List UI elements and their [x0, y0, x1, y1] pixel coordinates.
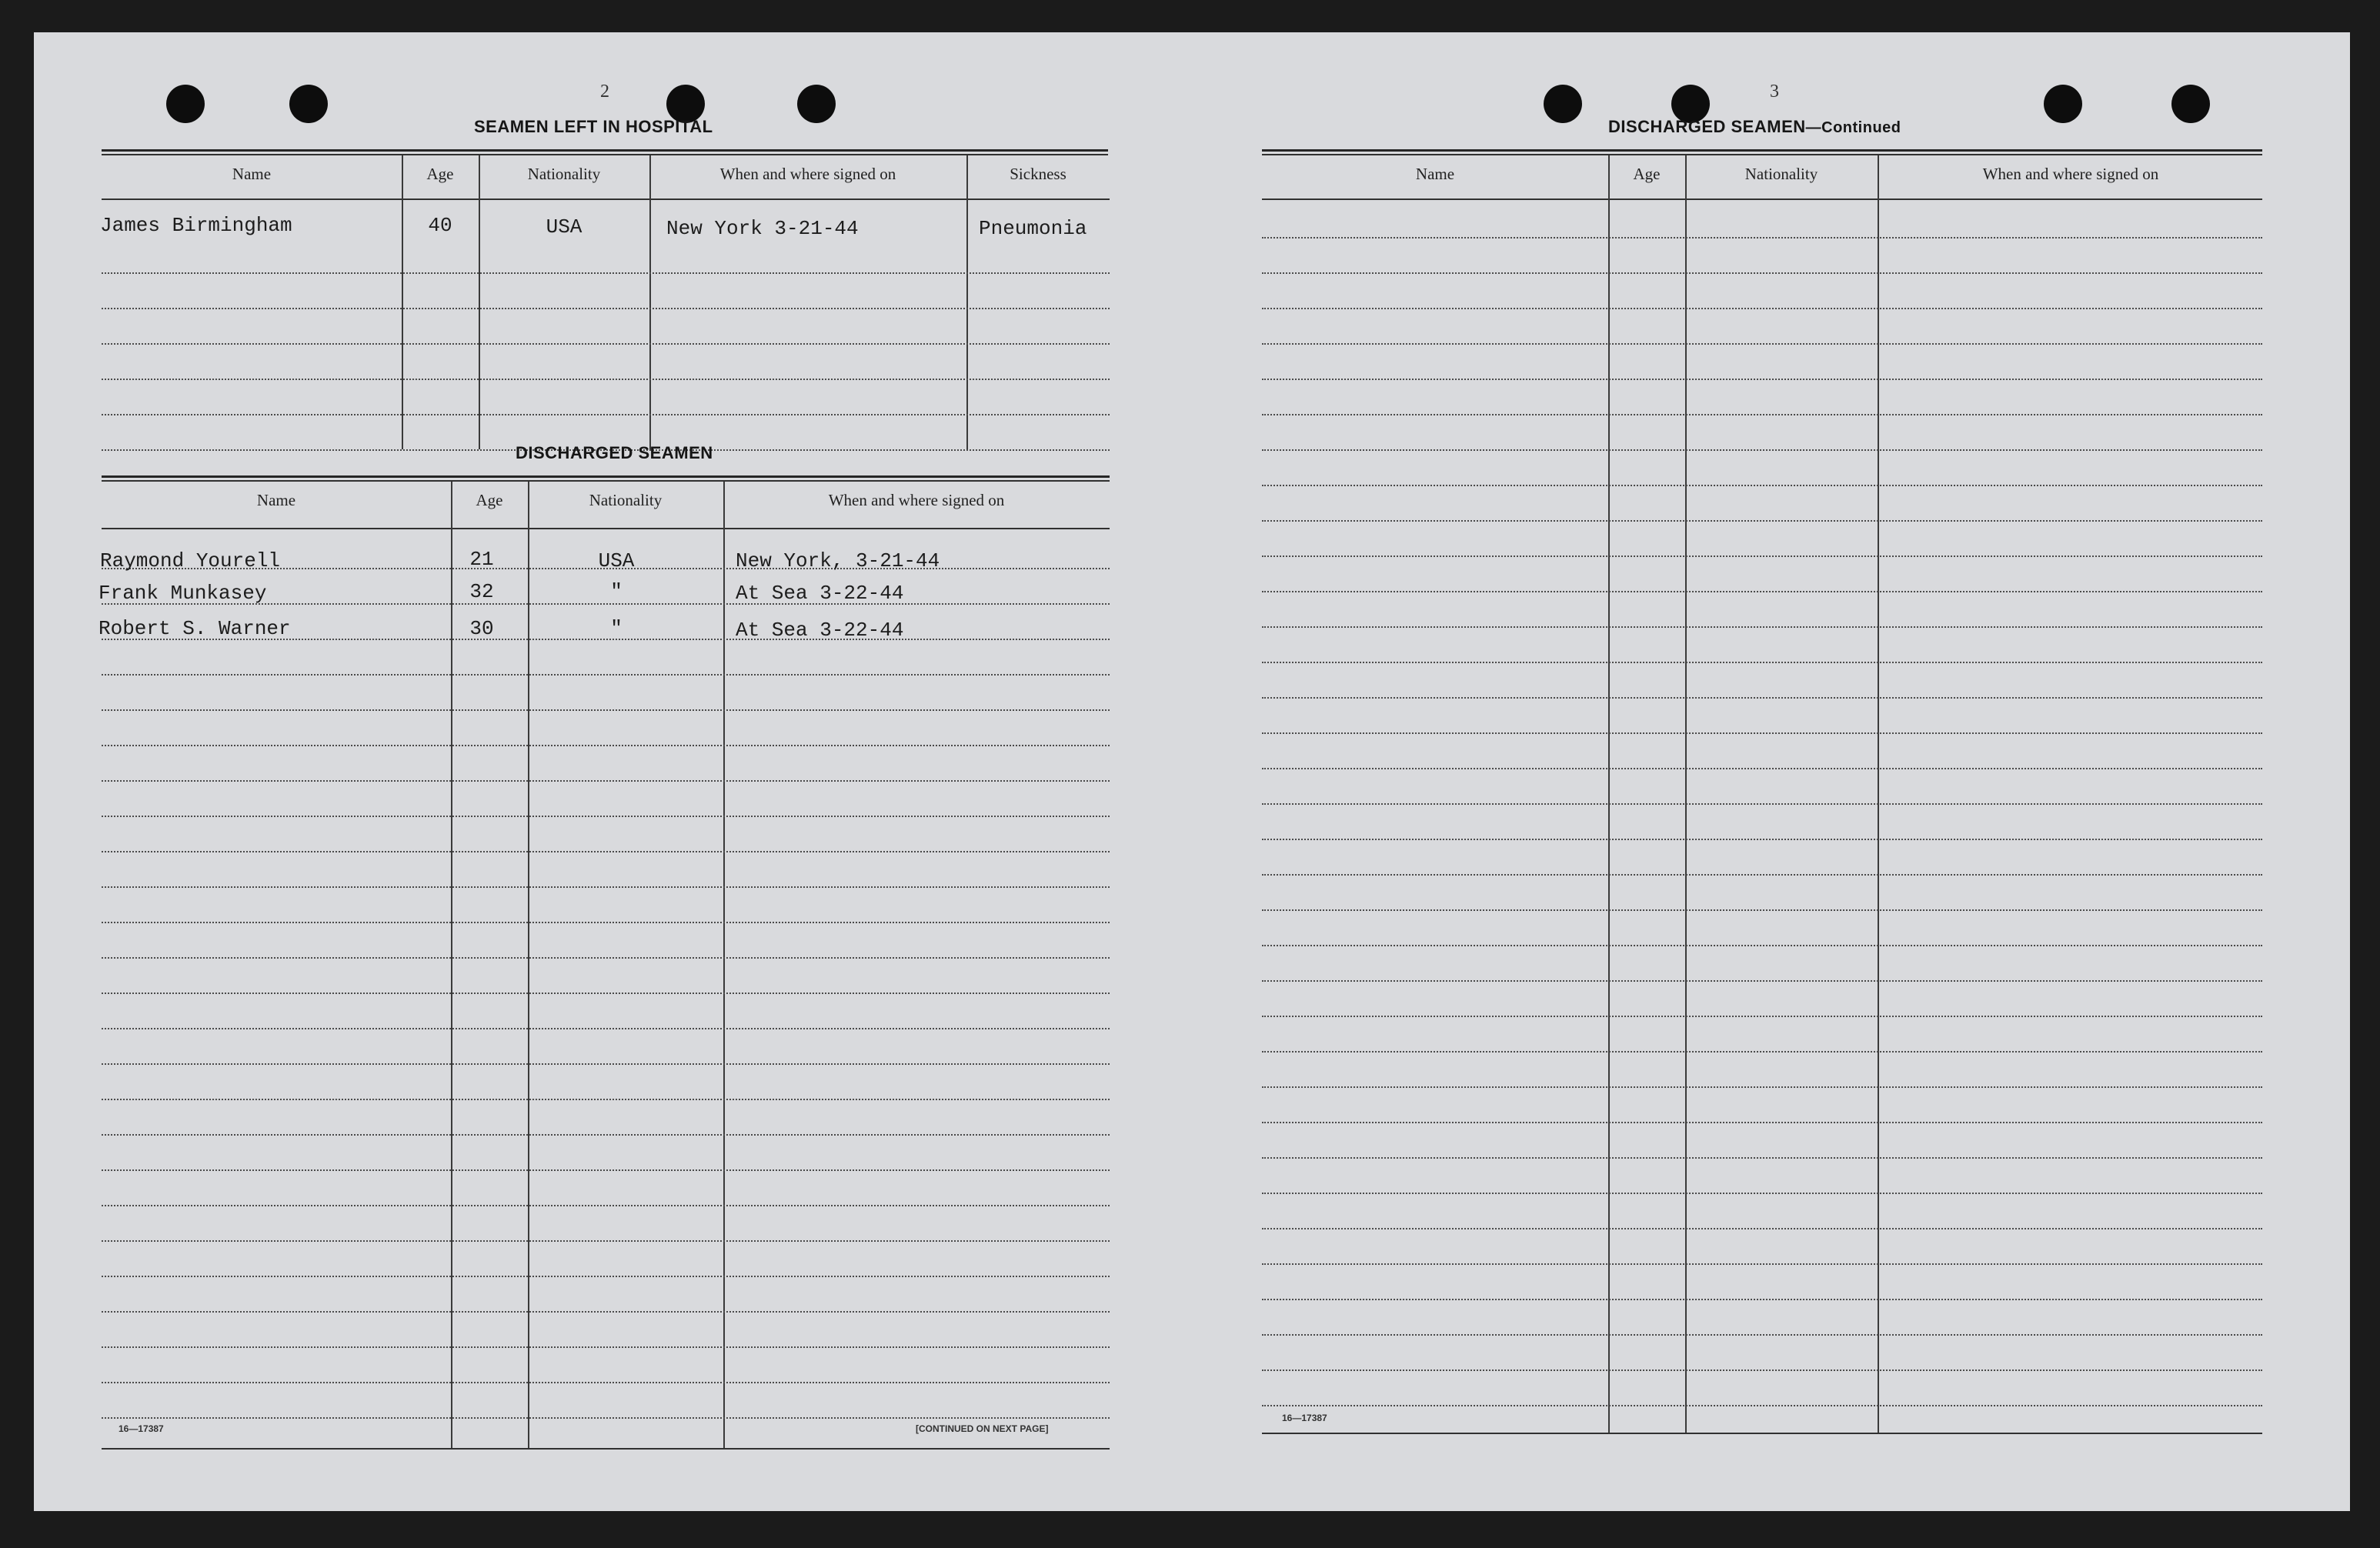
ruling-line: [1262, 662, 2262, 663]
right-col-nationality: Nationality: [1744, 165, 1818, 183]
ruling-line: [1262, 1016, 2262, 1017]
punch-hole: [2044, 85, 2082, 123]
discharged-table-bottom-rule: [102, 1448, 1110, 1450]
discharged-row-age: 21: [469, 548, 494, 571]
discharged-col-name: Name: [256, 491, 296, 509]
discharged-row-nationality: ": [610, 580, 623, 603]
ruling-line: [102, 745, 1110, 746]
ruling-line: [102, 1417, 1110, 1419]
ruling-line: [102, 709, 1110, 711]
discharged-section-title: DISCHARGED SEAMEN: [516, 443, 713, 462]
punch-hole: [797, 85, 836, 123]
ruling-line: [1262, 768, 2262, 769]
discharged-table-top-rule-thin: [102, 480, 1110, 482]
ruling-line: [102, 1028, 1110, 1029]
hospital-col-age: Age: [426, 165, 454, 183]
right-table-top-rule-thin: [1262, 154, 2262, 155]
right-col-signed-on: When and where signed on: [1982, 165, 2159, 183]
ruling-line: [1262, 1263, 2262, 1265]
discharged-table-top-rule: [102, 475, 1110, 478]
ruling-line: [1262, 1370, 2262, 1371]
ruling-line: [102, 1063, 1110, 1065]
discharged-row-name: Frank Munkasey: [98, 582, 267, 605]
discharged-col-age: Age: [476, 491, 503, 509]
page-number-left: 2: [600, 82, 609, 102]
discharged-row-signed-on: New York, 3-21-44: [736, 549, 940, 572]
ruling-line: [102, 1205, 1110, 1206]
ruling-line: [102, 816, 1110, 817]
form-number-right: 16—17387: [1282, 1413, 1327, 1423]
right-col-divider: [1608, 155, 1610, 1433]
ruling-line: [1262, 697, 2262, 699]
right-section-title-main: DISCHARGED SEAMEN: [1608, 117, 1806, 136]
ruling-line: [1262, 874, 2262, 876]
ruling-line: [1262, 379, 2262, 380]
ruling-line: [1262, 626, 2262, 628]
ruling-line: [1262, 839, 2262, 840]
discharged-row-nationality: ": [610, 617, 623, 640]
ruling-line: [102, 1346, 1110, 1348]
right-section-title-suffix: —Continued: [1805, 119, 1901, 136]
ruling-line: [102, 674, 1110, 676]
discharged-row-signed-on: At Sea 3-22-44: [736, 619, 904, 642]
ruling-line: [102, 1134, 1110, 1136]
right-table-top-rule: [1262, 149, 2262, 152]
punch-hole: [166, 85, 205, 123]
ruling-line: [1262, 1228, 2262, 1229]
hospital-section-title: SEAMEN LEFT IN HOSPITAL: [474, 117, 713, 136]
hospital-row-line: [102, 308, 1110, 309]
hospital-row-sickness: Pneumonia: [979, 217, 1087, 240]
ruling-line: [1262, 485, 2262, 486]
discharged-header-rule: [102, 528, 1110, 529]
ruling-line: [102, 922, 1110, 923]
ruling-line: [102, 993, 1110, 994]
ruling-line: [1262, 555, 2262, 557]
ruling-line: [102, 1311, 1110, 1313]
discharged-row-nationality: USA: [598, 549, 635, 572]
ruling-line: [102, 1276, 1110, 1277]
right-table-bottom-rule: [1262, 1433, 2262, 1434]
hospital-row-line: [102, 414, 1110, 415]
discharged-row-name: Raymond Yourell: [100, 549, 281, 572]
ruling-line: [102, 1382, 1110, 1383]
ruling-line: [102, 851, 1110, 852]
ruling-line: [1262, 909, 2262, 911]
hospital-col-signed-on: When and where signed on: [719, 165, 896, 183]
ruling-line: [1262, 1051, 2262, 1053]
hospital-table-top-rule-thin: [102, 154, 1108, 155]
hospital-row-nationality: USA: [546, 215, 582, 239]
ruling-line: [102, 1240, 1110, 1242]
hospital-row-line: [102, 379, 1110, 380]
discharged-col-signed-on: When and where signed on: [828, 491, 1005, 509]
punch-hole: [1544, 85, 1582, 123]
continued-note: [CONTINUED ON NEXT PAGE]: [916, 1423, 1049, 1434]
hospital-col-name: Name: [232, 165, 272, 183]
ruling-line: [102, 886, 1110, 888]
discharged-col-divider: [723, 482, 725, 1448]
ruling-line: [102, 780, 1110, 782]
ruling-line: [1262, 237, 2262, 239]
right-col-divider: [1685, 155, 1687, 1433]
ruling-line: [1262, 1334, 2262, 1336]
form-number-left: 16—17387: [118, 1423, 164, 1434]
right-header-rule: [1262, 199, 2262, 200]
hospital-col-sickness: Sickness: [1010, 165, 1066, 183]
hospital-row-line: [102, 272, 1110, 274]
ruling-line: [1262, 980, 2262, 982]
ruling-line: [1262, 308, 2262, 309]
ruling-line: [1262, 1193, 2262, 1194]
page-number-right: 3: [1770, 82, 1779, 102]
punch-hole: [2171, 85, 2210, 123]
ruling-line: [1262, 591, 2262, 592]
ruling-line: [1262, 1122, 2262, 1123]
ruling-line: [1262, 414, 2262, 415]
hospital-row-name: James Birmingham: [100, 214, 292, 237]
document-scan: [34, 32, 2350, 1511]
ruling-line: [1262, 1299, 2262, 1300]
right-col-divider: [1878, 155, 1879, 1433]
ruling-line: [102, 1099, 1110, 1100]
ruling-line: [1262, 945, 2262, 946]
hospital-table-top-rule: [102, 149, 1108, 152]
hospital-row-age: 40: [428, 214, 452, 237]
ruling-line: [1262, 272, 2262, 274]
ruling-line: [1262, 449, 2262, 451]
hospital-row-signed-on: New York 3-21-44: [666, 217, 859, 240]
hospital-col-divider: [402, 155, 403, 449]
right-section-title: [1608, 117, 1901, 137]
ruling-line: [102, 1169, 1110, 1171]
ruling-line: [1262, 520, 2262, 522]
ruling-line: [1262, 343, 2262, 345]
discharged-col-nationality: Nationality: [589, 491, 663, 509]
right-col-name: Name: [1415, 165, 1455, 183]
ruling-line: [1262, 803, 2262, 805]
right-col-age: Age: [1633, 165, 1661, 183]
ruling-line: [1262, 1157, 2262, 1159]
ruling-line: [1262, 1086, 2262, 1088]
punch-hole: [289, 85, 328, 123]
hospital-col-divider: [479, 155, 480, 449]
hospital-col-divider: [966, 155, 968, 449]
ruling-line: [1262, 732, 2262, 734]
hospital-row-line: [102, 343, 1110, 345]
hospital-col-nationality: Nationality: [527, 165, 601, 183]
ruling-line: [1262, 1405, 2262, 1406]
discharged-row-signed-on: At Sea 3-22-44: [736, 582, 904, 605]
discharged-row-age: 30: [469, 617, 494, 640]
ruling-line: [102, 957, 1110, 959]
discharged-row-age: 32: [469, 580, 494, 603]
discharged-row-name: Robert S. Warner: [98, 617, 291, 640]
hospital-header-rule: [102, 199, 1110, 200]
hospital-col-divider: [649, 155, 651, 449]
